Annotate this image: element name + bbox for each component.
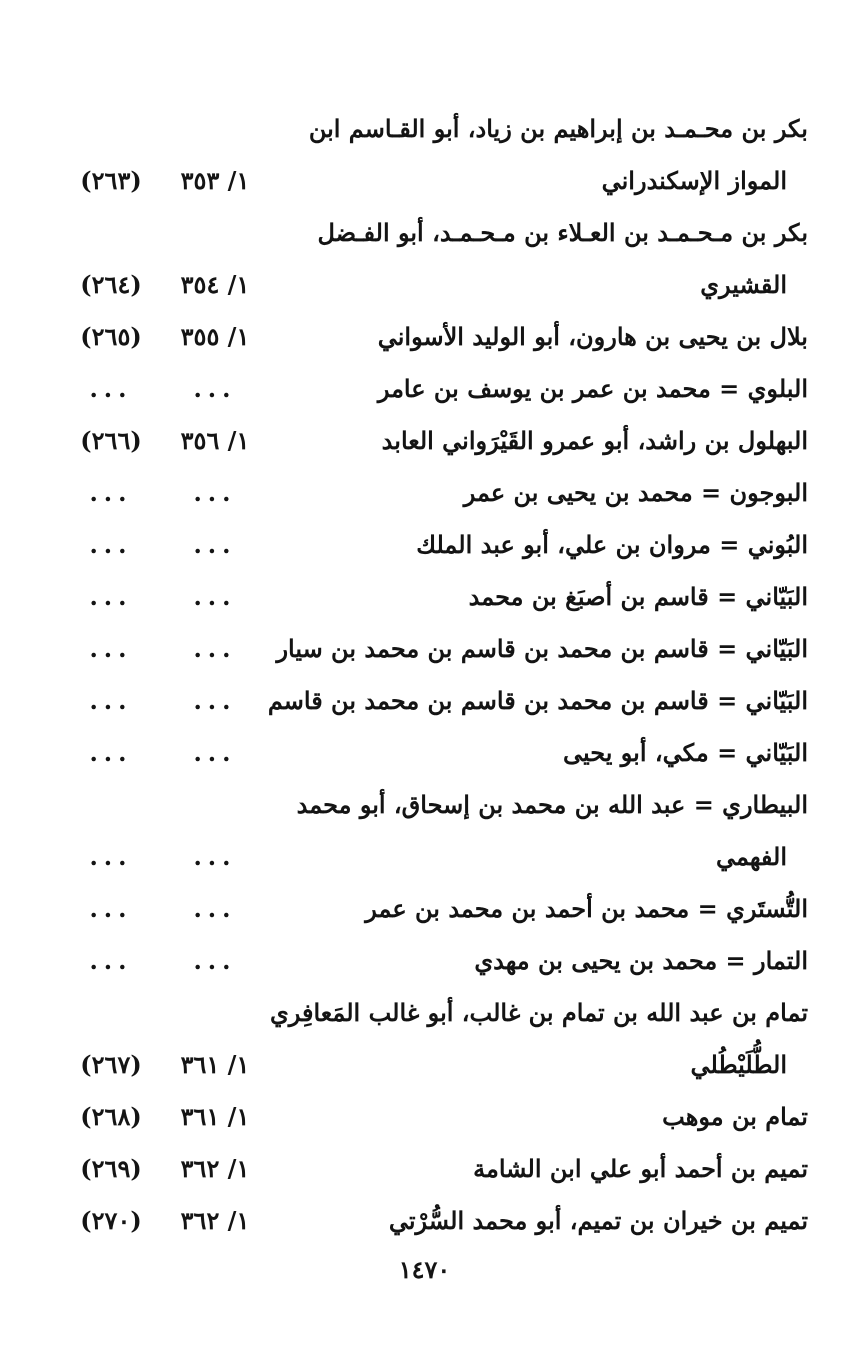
entry-volume-page: ١/ ٣٦٢ (180, 1154, 250, 1183)
entry-volume-page: ... (193, 634, 237, 663)
entry-volume-page: ... (193, 478, 237, 507)
entry-volume-page: ... (193, 374, 237, 403)
index-entry (0, 1195, 849, 1247)
index-entry (0, 311, 849, 363)
index-entry (0, 467, 849, 519)
index-entry (0, 103, 849, 155)
entry-name: تمام بن عبد الله بن تمام بن غالب، أبو غالب المَعافِري (269, 998, 808, 1027)
index-entry (0, 1143, 849, 1195)
entry-volume-page: ١/ ٣٦٢ (180, 1206, 250, 1235)
index-entry (0, 727, 849, 779)
entry-volume-page: ١/ ٣٥٣ (180, 166, 250, 195)
entry-name: بكر بن محـمـد بن إبراهيم بن زياد، أبو القـاسم ابن (308, 114, 808, 143)
entry-number: (٢٧٠) (80, 1206, 142, 1235)
entry-name: البوجون = محمد بن يحيى بن عمر (463, 478, 808, 507)
entry-volume-page: ١/ ٣٦١ (180, 1102, 250, 1131)
entry-volume-page: ... (193, 946, 237, 975)
entry-number: ... (89, 634, 133, 663)
entry-volume-page: ... (193, 530, 237, 559)
index-entry (0, 571, 849, 623)
index-entry (0, 363, 849, 415)
entry-name: البلوي = محمد بن عمر بن يوسف بن عامر (377, 374, 808, 403)
index-entry (0, 883, 849, 935)
index-entry (0, 779, 849, 831)
entry-volume-page: ١/ ٣٦١ (180, 1050, 250, 1079)
entry-volume-page: ... (193, 738, 237, 767)
entry-number: (٢٦٣) (80, 166, 142, 195)
entry-number: ... (89, 582, 133, 611)
entry-number: ... (89, 478, 133, 507)
entry-number: ... (89, 530, 133, 559)
index-entry (0, 831, 849, 883)
index-entry (0, 259, 849, 311)
entry-number: ... (89, 374, 133, 403)
entry-number: (٢٦٨) (80, 1102, 142, 1131)
entry-number: (٢٦٩) (80, 1154, 142, 1183)
entry-name: البهلول بن راشد، أبو عمرو القَيْرَواني العابد (381, 426, 808, 455)
entry-number: (٢٦٦) (80, 426, 142, 455)
entry-name: التمار = محمد بن يحيى بن مهدي (474, 946, 808, 975)
entry-number: ... (89, 894, 133, 923)
entry-name: القشيري (700, 270, 787, 299)
index-entry (0, 623, 849, 675)
index-entry (0, 1039, 849, 1091)
entry-name: بلال بن يحيى بن هارون، أبو الوليد الأسواني (377, 322, 808, 351)
entry-volume-page: ١/ ٣٥٥ (180, 322, 250, 351)
index-entry (0, 987, 849, 1039)
entry-name: البَيّاني = مكي، أبو يحيى (562, 738, 808, 767)
entry-number: ... (89, 842, 133, 871)
index-entry (0, 207, 849, 259)
page-number: ١٤٧٠ (398, 1255, 451, 1284)
entry-volume-page: ... (193, 894, 237, 923)
index-entry (0, 675, 849, 727)
entry-number: (٢٦٤) (80, 270, 142, 299)
index-entry (0, 935, 849, 987)
entry-name: البيطاري = عبد الله بن محمد بن إسحاق، أبو محمد (296, 790, 808, 819)
entry-name: التُّستَري = محمد بن أحمد بن محمد بن عمر (365, 894, 808, 923)
entry-volume-page: ... (193, 686, 237, 715)
entry-name: المواز الإسكندراني (601, 166, 787, 195)
index-entry (0, 1091, 849, 1143)
entry-name: الطُّلَيْطُلي (690, 1050, 787, 1079)
entry-name: بكر بن مـحـمـد بن العـلاء بن مـحـمـد، أبو الفـضل (317, 218, 808, 247)
entry-name: تمام بن موهب (662, 1102, 808, 1131)
entry-name: تميم بن خيران بن تميم، أبو محمد السُّرْتي (388, 1206, 808, 1235)
entry-name: البَيّاني = قاسم بن محمد بن قاسم بن محمد بن سيار (276, 634, 808, 663)
entry-number: ... (89, 738, 133, 767)
entry-number: (٢٦٧) (80, 1050, 142, 1079)
entry-number: ... (89, 946, 133, 975)
entry-volume-page: ١/ ٣٥٦ (180, 426, 250, 455)
index-entry (0, 415, 849, 467)
entry-name: البَيّاني = قاسم بن أصبَغ بن محمد (468, 582, 808, 611)
entry-name: تميم بن أحمد أبو علي ابن الشامة (473, 1154, 808, 1183)
entry-number: ... (89, 686, 133, 715)
entry-volume-page: ... (193, 842, 237, 871)
entry-volume-page: ... (193, 582, 237, 611)
entry-name: الفهمي (715, 842, 787, 871)
entry-name: البَيّاني = قاسم بن محمد بن قاسم بن محمد بن قاسم (267, 686, 808, 715)
entry-name: البُوني = مروان بن علي، أبو عبد الملك (416, 530, 808, 559)
index-entry (0, 519, 849, 571)
entry-number: (٢٦٥) (80, 322, 142, 351)
entry-volume-page: ١/ ٣٥٤ (180, 270, 250, 299)
index-entry (0, 155, 849, 207)
